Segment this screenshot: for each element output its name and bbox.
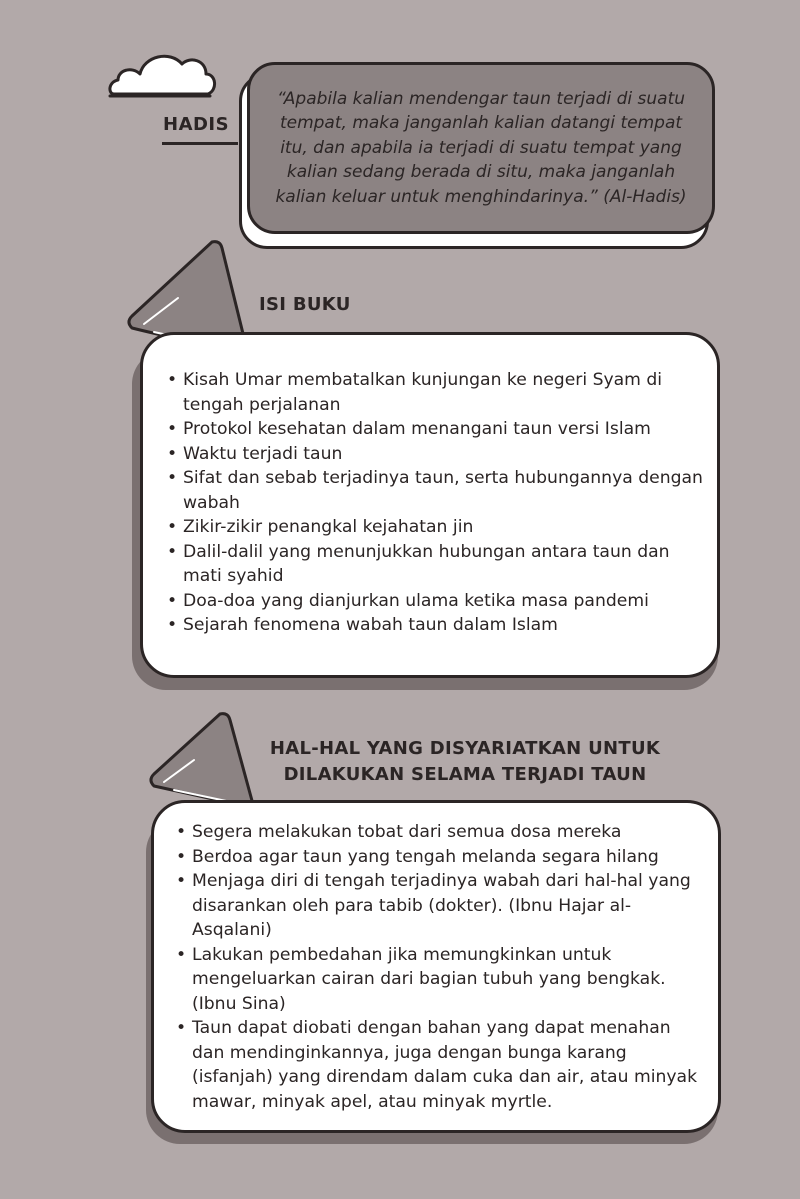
hal-hal-title: HAL-HAL YANG DISYARIATKAN UNTUK DILAKUKAN SELAMA TERJADI TAUN xyxy=(269,738,661,785)
isi-buku-title: ISI BUKU xyxy=(259,294,351,315)
list-item: • Menjaga diri di tengah terjadinya wabah dari hal-hal yang disarankan oleh para tabib (dokter). (Ibnu Hajar al-Asqalani) xyxy=(176,869,706,943)
cloud-icon xyxy=(106,44,218,98)
hadis-label: HADIS xyxy=(163,114,230,135)
isi-buku-list xyxy=(167,368,707,638)
list-item: • Taun dapat diobati dengan bahan yang dapat menahan dan mendinginkannya, juga dengan bunga karang (isfanjah) yang direndam dalam cuka dan air, atau minyak mawar, minyak apel, atau minyak myrtle. xyxy=(176,1016,706,1114)
list-item: • Zikir-zikir penangkal kejahatan jin xyxy=(167,515,707,540)
hal-hal-list xyxy=(176,820,706,1114)
hadis-underline xyxy=(162,142,238,145)
hadis-quote-text: “Apabila kalian mendengar taun terjadi di suatu tempat, maka janganlah kalian datangi tempat itu, dan apabila ia terjadi di suatu tempat yang kalian sedang berada di situ, maka janganlah kalian keluar untuk menghindarinya.” (Al-Hadis) xyxy=(275,88,687,207)
list-item: • Dalil-dalil yang menunjukkan hubungan antara taun dan mati syahid xyxy=(167,540,707,589)
list-item: • Berdoa agar taun yang tengah melanda segara hilang xyxy=(176,845,706,870)
list-item: • Sifat dan sebab terjadinya taun, serta hubungannya dengan wabah xyxy=(167,466,707,515)
list-item: • Sejarah fenomena wabah taun dalam Islam xyxy=(167,613,707,638)
list-item: • Waktu terjadi taun xyxy=(167,442,707,467)
list-item: • Protokol kesehatan dalam menangani taun versi Islam xyxy=(167,417,707,442)
list-item: • Lakukan pembedahan jika memungkinkan untuk mengeluarkan cairan dari bagian tubuh yang bengkak. (Ibnu Sina) xyxy=(176,943,706,1017)
list-item: • Segera melakukan tobat dari semua dosa mereka xyxy=(176,820,706,845)
list-item: • Doa-doa yang dianjurkan ulama ketika masa pandemi xyxy=(167,589,707,614)
list-item: • Kisah Umar membatalkan kunjungan ke negeri Syam di tengah perjalanan xyxy=(167,368,707,417)
hadis-quote-card xyxy=(247,62,715,234)
